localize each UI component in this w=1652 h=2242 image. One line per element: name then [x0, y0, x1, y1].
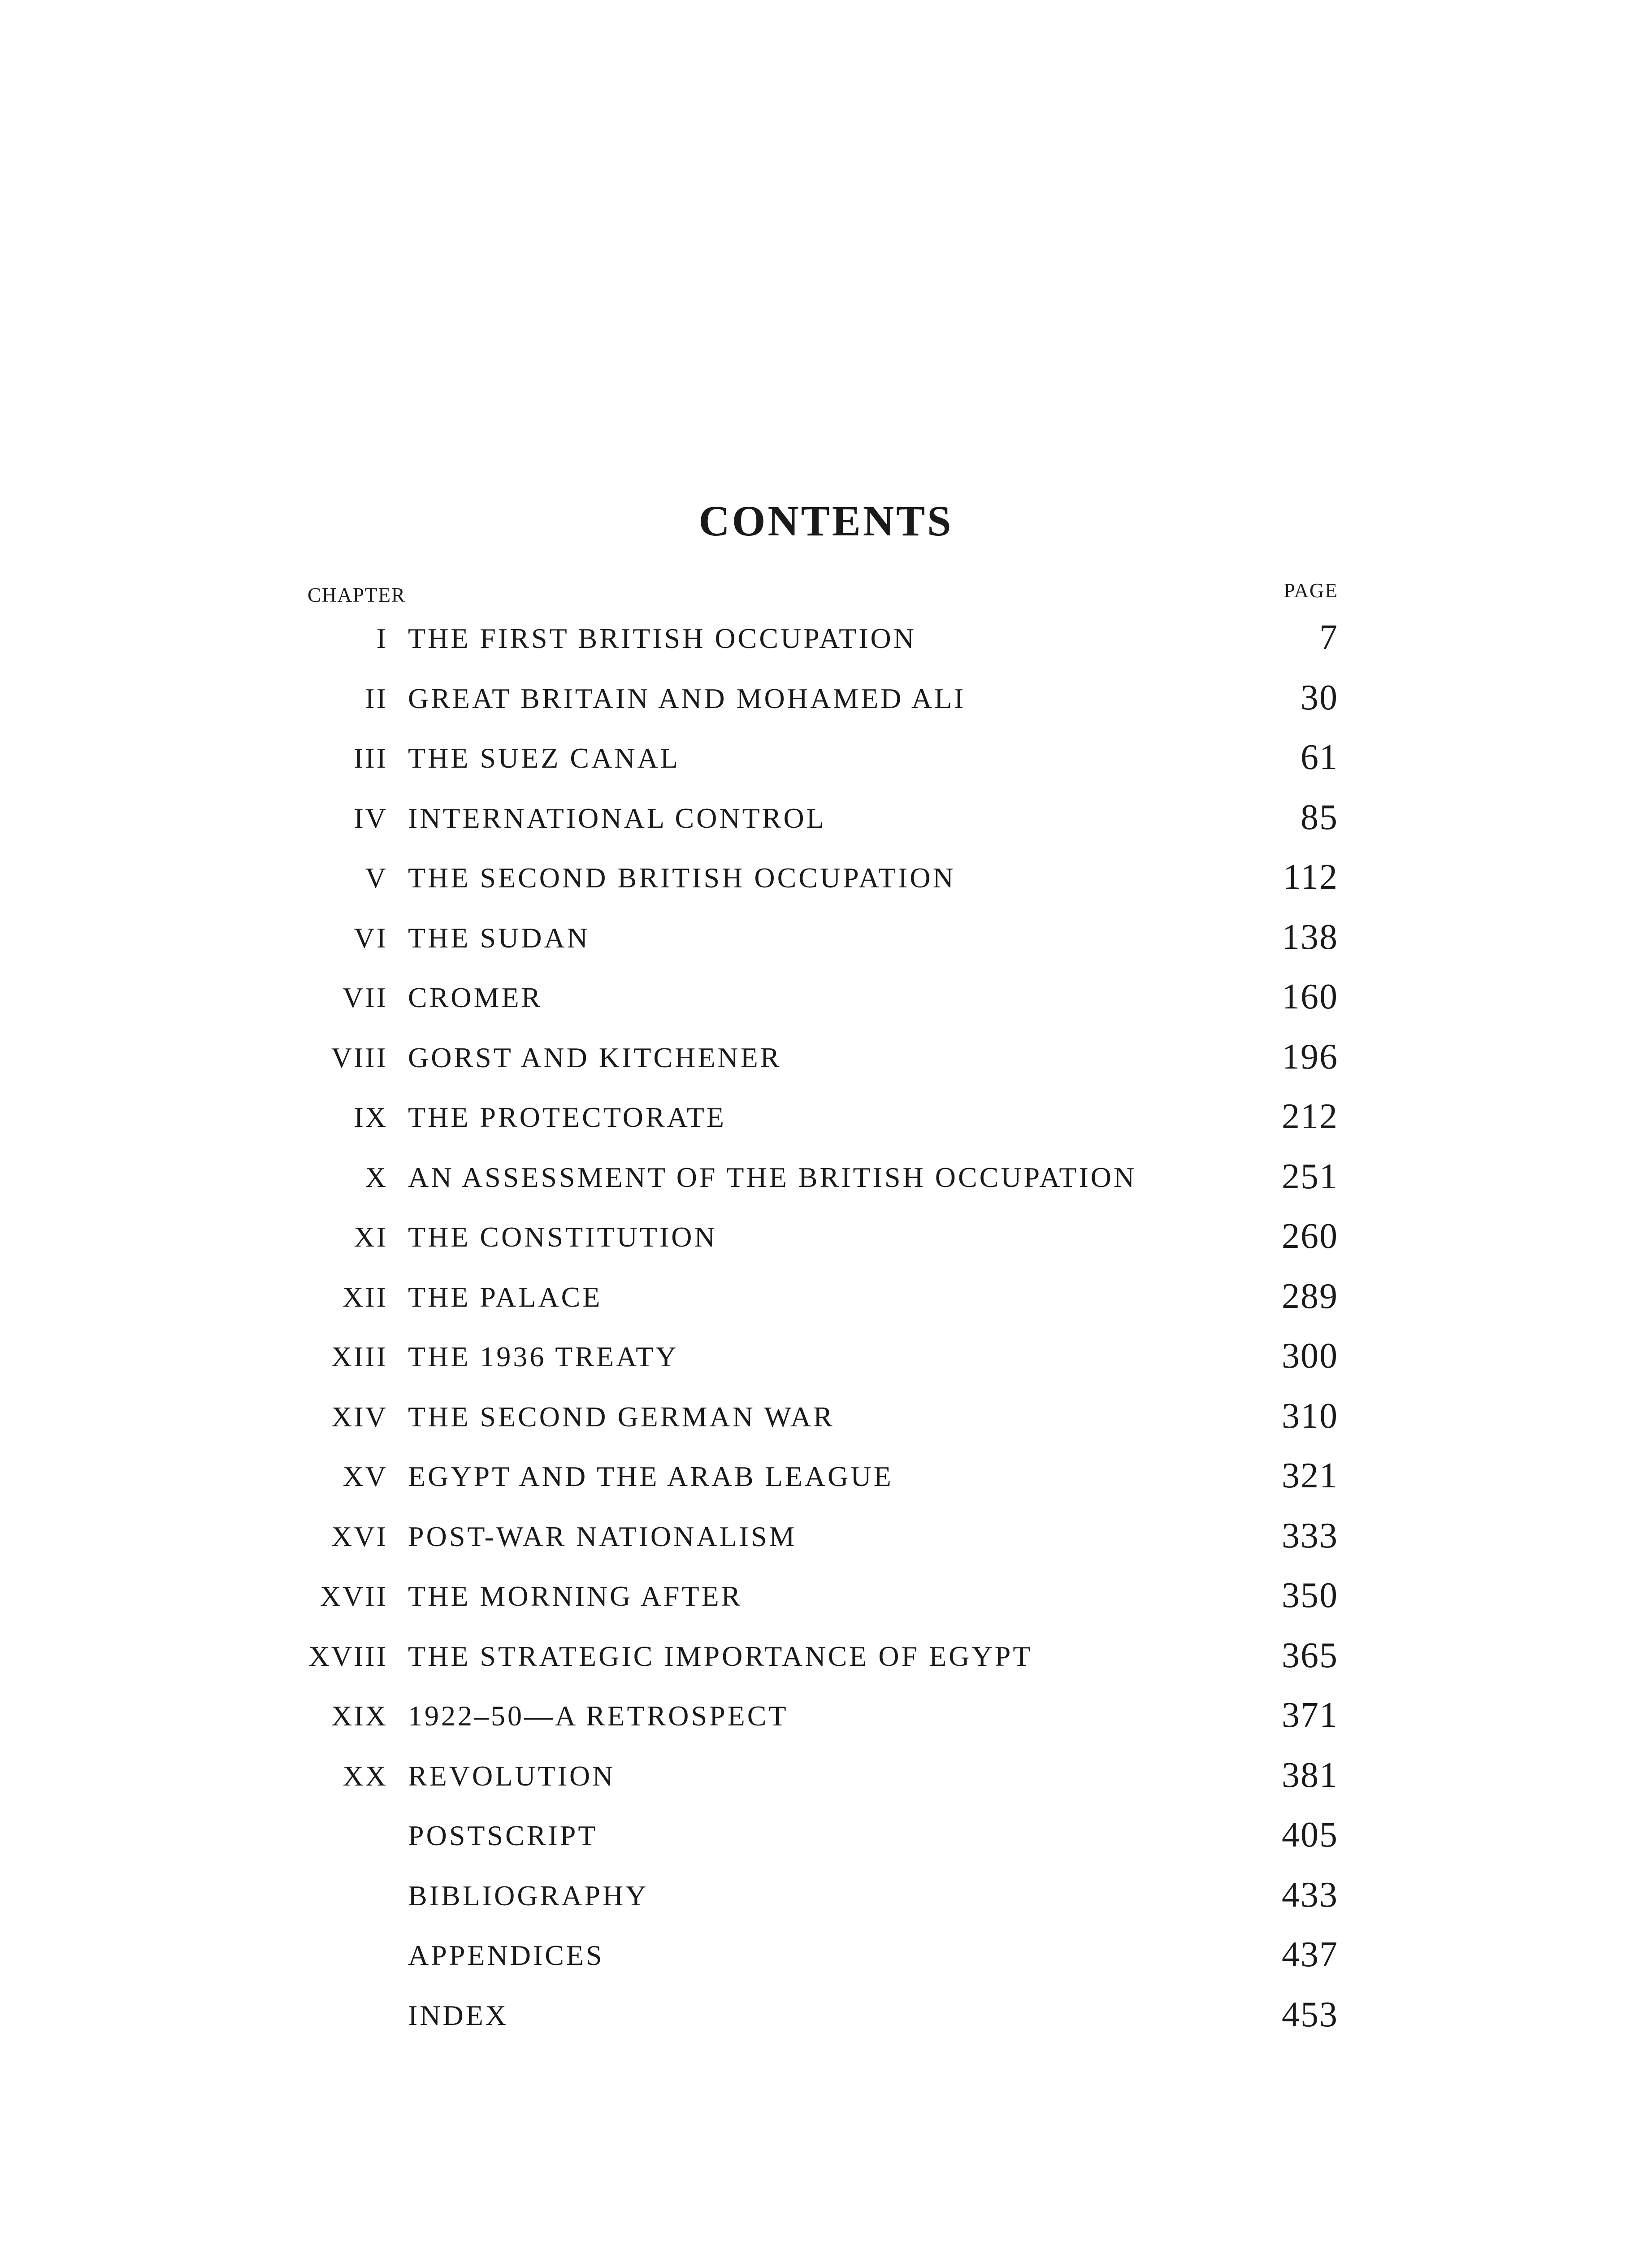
- page-number: 310: [1282, 1396, 1338, 1436]
- chapter-number: VII: [343, 982, 388, 1013]
- page-number: 212: [1282, 1097, 1338, 1136]
- chapter-number: VI: [354, 921, 388, 954]
- chapter-title: EGYPT AND THE ARAB LEAGUE: [408, 1460, 893, 1492]
- page-number: 112: [1283, 857, 1338, 897]
- chapter-number: XIV: [331, 1400, 388, 1433]
- toc-entry[interactable]: [0, 1927, 1652, 1987]
- chapter-number: III: [354, 742, 388, 774]
- chapter-title: POSTSCRIPT: [408, 1820, 598, 1851]
- chapter-title: REVOLUTION: [408, 1760, 616, 1792]
- chapter-title: THE 1936 TREATY: [408, 1341, 679, 1373]
- toc-entry[interactable]: [0, 1568, 1652, 1628]
- page-number: 260: [1282, 1217, 1338, 1256]
- page-column-header: PAGE: [1283, 579, 1338, 602]
- chapter-number: XIX: [331, 1700, 388, 1732]
- chapter-title: THE PROTECTORATE: [408, 1101, 726, 1133]
- page-number: 160: [1282, 977, 1338, 1017]
- chapter-title: 1922–50—A RETROSPECT: [408, 1700, 789, 1732]
- chapter-title: INDEX: [408, 1999, 509, 2031]
- chapter-number: XVI: [331, 1520, 388, 1552]
- page-number: 350: [1282, 1576, 1338, 1615]
- page-number: 61: [1301, 738, 1338, 777]
- chapter-number: XVIII: [308, 1640, 388, 1672]
- toc-entry[interactable]: [0, 1687, 1652, 1747]
- page-number: 138: [1282, 917, 1338, 957]
- toc-entry[interactable]: [0, 1208, 1652, 1269]
- chapter-number: XVII: [320, 1580, 388, 1612]
- table-of-contents: [0, 610, 1652, 2046]
- toc-entry[interactable]: [0, 610, 1652, 670]
- page-number: 321: [1282, 1456, 1338, 1495]
- toc-entry[interactable]: [0, 1328, 1652, 1388]
- page-number: 405: [1282, 1815, 1338, 1855]
- chapter-title: THE PALACE: [408, 1281, 603, 1313]
- toc-entry[interactable]: [0, 730, 1652, 790]
- chapter-title: AN ASSESSMENT OF THE BRITISH OCCUPATION: [408, 1161, 1137, 1193]
- page-number: 7: [1319, 618, 1338, 657]
- toc-entry[interactable]: [0, 790, 1652, 850]
- chapter-number: XX: [343, 1760, 388, 1792]
- page-number: 289: [1282, 1276, 1338, 1316]
- toc-entry[interactable]: [0, 1628, 1652, 1688]
- chapter-title: INTERNATIONAL CONTROL: [408, 802, 826, 834]
- chapter-column-header: CHAPTER: [308, 584, 406, 606]
- toc-entry[interactable]: [0, 1388, 1652, 1448]
- page-number: 365: [1282, 1635, 1338, 1675]
- toc-entry[interactable]: [0, 849, 1652, 909]
- page-number: 371: [1282, 1695, 1338, 1735]
- chapter-title: CROMER: [408, 982, 543, 1013]
- chapter-title: THE SECOND GERMAN WAR: [408, 1400, 835, 1433]
- chapter-title: BIBLIOGRAPHY: [408, 1879, 649, 1912]
- chapter-number: I: [376, 622, 388, 654]
- toc-entry[interactable]: [0, 1987, 1652, 2047]
- page-number: 85: [1301, 797, 1338, 837]
- page-number: 381: [1282, 1755, 1338, 1795]
- page-number: 251: [1282, 1156, 1338, 1196]
- chapter-title: GORST AND KITCHENER: [408, 1041, 782, 1073]
- chapter-number: IV: [354, 802, 388, 834]
- chapter-number: XV: [343, 1460, 388, 1492]
- page-number: 333: [1282, 1516, 1338, 1555]
- chapter-number: VIII: [331, 1041, 388, 1073]
- chapter-title: THE CONSTITUTION: [408, 1221, 717, 1253]
- chapter-title: THE SECOND BRITISH OCCUPATION: [408, 862, 956, 894]
- chapter-title: THE SUDAN: [408, 921, 590, 954]
- toc-entry[interactable]: [0, 1867, 1652, 1927]
- page-number: 30: [1301, 678, 1338, 717]
- toc-entry[interactable]: [0, 1029, 1652, 1089]
- toc-entry[interactable]: [0, 1448, 1652, 1508]
- chapter-number: XIII: [331, 1341, 388, 1373]
- chapter-number: X: [365, 1161, 388, 1193]
- toc-entry[interactable]: [0, 1508, 1652, 1568]
- chapter-title: THE STRATEGIC IMPORTANCE OF EGYPT: [408, 1640, 1033, 1672]
- chapter-title: APPENDICES: [408, 1939, 604, 1971]
- toc-entry[interactable]: [0, 969, 1652, 1029]
- page-number: 300: [1282, 1336, 1338, 1376]
- toc-entry[interactable]: [0, 1089, 1652, 1149]
- chapter-number: IX: [354, 1101, 388, 1133]
- page-number: 433: [1282, 1875, 1338, 1915]
- chapter-title: GREAT BRITAIN AND MOHAMED ALI: [408, 682, 966, 714]
- chapter-number: V: [365, 862, 388, 894]
- chapter-title: THE MORNING AFTER: [408, 1580, 743, 1612]
- page-number: 437: [1282, 1935, 1338, 1974]
- chapter-title: THE SUEZ CANAL: [408, 742, 680, 774]
- page-number: 453: [1282, 1994, 1338, 2034]
- toc-entry[interactable]: [0, 909, 1652, 969]
- chapter-number: XII: [343, 1281, 388, 1313]
- chapter-title: POST-WAR NATIONALISM: [408, 1520, 797, 1552]
- toc-entry[interactable]: [0, 1747, 1652, 1808]
- toc-entry[interactable]: [0, 1269, 1652, 1329]
- chapter-number: XI: [354, 1221, 388, 1253]
- chapter-number: II: [365, 682, 388, 714]
- toc-entry[interactable]: [0, 1149, 1652, 1209]
- toc-entry[interactable]: [0, 670, 1652, 730]
- toc-entry[interactable]: [0, 1807, 1652, 1867]
- page-title: CONTENTS: [698, 497, 954, 545]
- page-number: 196: [1282, 1037, 1338, 1077]
- chapter-title: THE FIRST BRITISH OCCUPATION: [408, 622, 916, 654]
